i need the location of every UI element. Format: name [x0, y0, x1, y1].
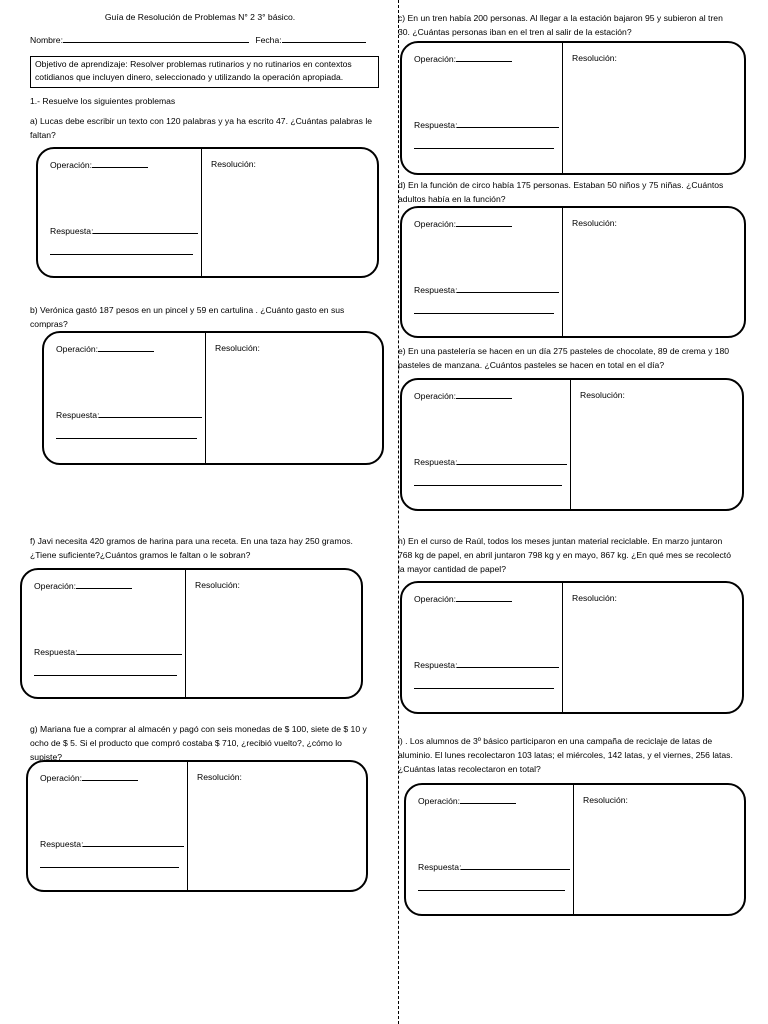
respuesta-blank[interactable]	[83, 837, 184, 847]
operacion-blank[interactable]	[92, 158, 148, 168]
respuesta-second-line[interactable]	[34, 675, 177, 676]
answer-box-g[interactable]	[26, 760, 368, 892]
respuesta-blank[interactable]	[457, 658, 559, 668]
respuesta-field[interactable]	[414, 118, 559, 132]
operacion-field[interactable]	[34, 579, 132, 593]
respuesta-label: Respuesta:	[50, 226, 94, 236]
respuesta-blank[interactable]	[99, 408, 202, 418]
answer-box-h[interactable]	[400, 581, 744, 714]
fecha-field[interactable]	[282, 33, 366, 43]
answer-box-f[interactable]	[20, 568, 363, 699]
respuesta-label: Respuesta:	[418, 862, 462, 872]
problem-e-text: e) En una pastelería se hacen en un día 275 pasteles de chocolate, 89 de crema y 180 pasteles de manzana. ¿Cuántos pasteles se hacen en total en el día?	[398, 346, 730, 370]
problem-g-text: g) Mariana fue a comprar al almacén y pagó con seis monedas de $ 100, siete de $ 10 y ocho de $ 5. Si el producto que compró costaba $ 710, ¿recibió vuelto?, ¿cómo lo supiste?	[30, 724, 367, 762]
operacion-label: Operación:	[414, 54, 457, 64]
respuesta-field[interactable]	[414, 455, 567, 469]
respuesta-second-line[interactable]	[414, 148, 554, 149]
respuesta-second-line[interactable]	[56, 438, 197, 439]
respuesta-second-line[interactable]	[50, 254, 193, 255]
problem-c-text: c) En un tren había 200 personas. Al llegar a la estación bajaron 95 y subieron al tren 30. ¿Cuántas personas iban en el tren al salir de la estación?	[398, 13, 723, 37]
problem-a-text: a) Lucas debe escribir un texto con 120 palabras y ya ha escrito 47. ¿Cuántas palabras le faltan?	[30, 116, 373, 140]
respuesta-second-line[interactable]	[418, 890, 565, 891]
respuesta-blank[interactable]	[457, 455, 567, 465]
problem-h-text: h) En el curso de Raúl, todos los meses juntan material reciclable. En marzo juntaron 768 kg de papel, en abril juntaron 798 kg y en mayo, 867 kg. ¿En qué mes se recolectó la mayor cantidad de papel?	[398, 536, 731, 574]
respuesta-blank[interactable]	[93, 224, 198, 234]
respuesta-second-line[interactable]	[414, 485, 562, 486]
problem-f-text: f) Javi necesita 420 gramos de harina para una receta. En una taza hay 250 gramos. ¿Tiene suficiente?¿Cuántos gramos le faltan o le sobran?	[30, 536, 353, 560]
column-divider	[398, 0, 399, 1024]
respuesta-label: Respuesta:	[414, 120, 458, 130]
respuesta-field[interactable]	[50, 224, 198, 238]
column-separator	[562, 208, 563, 336]
operacion-label: Operación:	[414, 391, 457, 401]
respuesta-field[interactable]	[414, 658, 559, 672]
resolucion-label: Resolución:	[572, 218, 617, 228]
column-separator	[562, 43, 563, 173]
operacion-field[interactable]	[56, 342, 154, 356]
respuesta-field[interactable]	[34, 645, 182, 659]
problem-b-text: b) Verónica gastó 187 pesos en un pincel y 59 en cartulina . ¿Cuánto gasto en sus compras?	[30, 305, 345, 329]
operacion-blank[interactable]	[456, 52, 512, 62]
objective-box: Objetivo de aprendizaje: Resolver problemas rutinarios y no rutinarios en contextos cotidianos que incluyen dinero, seleccionado y utilizando la operación apropiada.	[30, 56, 379, 88]
respuesta-second-line[interactable]	[40, 867, 179, 868]
operacion-field[interactable]	[414, 52, 512, 66]
operacion-label: Operación:	[34, 581, 77, 591]
answer-box-b[interactable]	[42, 331, 384, 465]
respuesta-label: Respuesta:	[56, 410, 100, 420]
operacion-blank[interactable]	[456, 592, 512, 602]
operacion-blank[interactable]	[460, 794, 516, 804]
column-separator	[201, 149, 202, 276]
operacion-label: Operación:	[50, 160, 93, 170]
respuesta-field[interactable]	[418, 860, 570, 874]
column-separator	[573, 785, 574, 914]
respuesta-blank[interactable]	[457, 118, 559, 128]
operacion-label: Operación:	[40, 773, 83, 783]
operacion-field[interactable]	[414, 217, 512, 231]
respuesta-second-line[interactable]	[414, 313, 554, 314]
operacion-field[interactable]	[50, 158, 148, 172]
resolucion-label: Resolución:	[572, 593, 617, 603]
resolucion-label: Resolución:	[211, 159, 256, 169]
resolucion-label: Resolución:	[580, 390, 625, 400]
respuesta-label: Respuesta:	[40, 839, 84, 849]
page-title: Guía de Resolución de Problemas N° 2 3° básico.	[104, 12, 296, 22]
answer-box-a[interactable]	[36, 147, 379, 278]
respuesta-field[interactable]	[56, 408, 202, 422]
resolucion-label: Resolución:	[572, 53, 617, 63]
operacion-label: Operación:	[56, 344, 99, 354]
operacion-label: Operación:	[414, 219, 457, 229]
operacion-label: Operación:	[414, 594, 457, 604]
instruction: 1.- Resuelve los siguientes problemas	[30, 96, 176, 106]
column-separator	[570, 380, 571, 509]
nombre-label: Nombre:	[30, 35, 63, 45]
problem-i-text: i) . Los alumnos de 3º básico participaron en una campaña de reciclaje de latas de aluminio. El lunes recolectaron 103 latas; el miércoles, 142 latas, y el viernes, 256 latas. ¿Cuántas latas recolectaron en total?	[398, 736, 733, 774]
column-separator	[205, 333, 206, 463]
resolucion-label: Resolución:	[215, 343, 260, 353]
respuesta-blank[interactable]	[457, 283, 559, 293]
operacion-blank[interactable]	[82, 771, 138, 781]
resolucion-label: Resolución:	[197, 772, 242, 782]
operacion-blank[interactable]	[98, 342, 154, 352]
answer-box-e[interactable]	[400, 378, 744, 511]
answer-box-c[interactable]	[400, 41, 746, 175]
respuesta-label: Respuesta:	[34, 647, 78, 657]
column-separator	[187, 762, 188, 890]
respuesta-blank[interactable]	[461, 860, 570, 870]
respuesta-field[interactable]	[40, 837, 184, 851]
respuesta-label: Respuesta:	[414, 285, 458, 295]
operacion-field[interactable]	[418, 794, 516, 808]
operacion-field[interactable]	[40, 771, 138, 785]
operacion-blank[interactable]	[76, 579, 132, 589]
nombre-field[interactable]	[63, 33, 249, 43]
respuesta-blank[interactable]	[77, 645, 182, 655]
operacion-blank[interactable]	[456, 217, 512, 227]
resolucion-label: Resolución:	[583, 795, 628, 805]
resolucion-label: Resolución:	[195, 580, 240, 590]
column-separator	[185, 570, 186, 697]
name-date-line	[30, 33, 375, 47]
answer-box-d[interactable]	[400, 206, 746, 338]
operacion-field[interactable]	[414, 592, 512, 606]
fecha-label: Fecha:	[255, 35, 282, 45]
respuesta-label: Respuesta:	[414, 457, 458, 467]
operacion-field[interactable]	[414, 389, 512, 403]
operacion-label: Operación:	[418, 796, 461, 806]
problem-d-text: d) En la función de circo había 175 personas. Estaban 50 niños y 75 niñas. ¿Cuántos adultos había en la función?	[398, 180, 724, 204]
column-separator	[562, 583, 563, 712]
answer-box-i[interactable]	[404, 783, 746, 916]
respuesta-field[interactable]	[414, 283, 559, 297]
respuesta-second-line[interactable]	[414, 688, 554, 689]
respuesta-label: Respuesta:	[414, 660, 458, 670]
operacion-blank[interactable]	[456, 389, 512, 399]
